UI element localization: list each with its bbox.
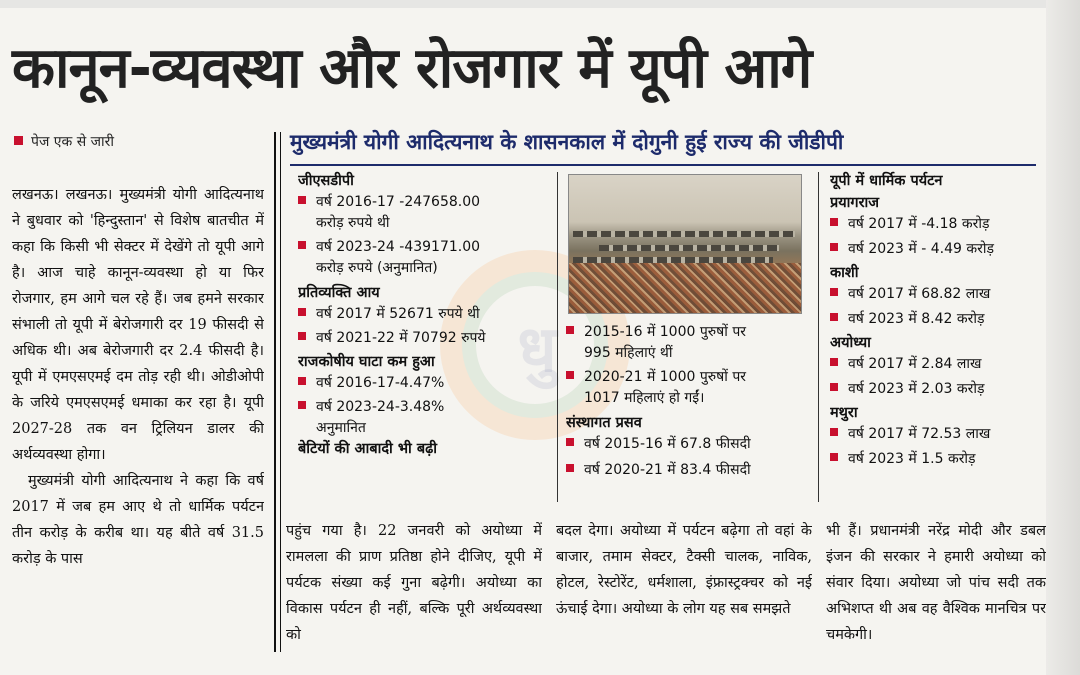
stat-item bbox=[830, 284, 1045, 305]
stat-item bbox=[566, 322, 811, 343]
heading-gsdp: जीएसडीपी bbox=[298, 173, 354, 189]
stat-item bbox=[566, 367, 811, 388]
crowd bbox=[569, 263, 802, 313]
continued-note bbox=[14, 132, 114, 151]
stat-item bbox=[298, 237, 553, 258]
stat-item bbox=[298, 373, 553, 394]
stat-item bbox=[830, 309, 1045, 330]
stat-text: वर्ष 2023-24 -439171.00 bbox=[316, 239, 481, 255]
bullet-icon bbox=[566, 464, 574, 472]
article-column: भी हैं। प्रधानमंत्री नरेंद्र मोदी और डबल इंजन की सरकार ने हमारी अयोध्या को संवार दिया। अयोध्या जो पांच सदी तक अभिशप्त थी अब वह वैश्विक मानचित्र पर चमकेगी। bbox=[826, 523, 1046, 643]
stat-text: वर्ष 2023-24-3.48% bbox=[316, 399, 445, 415]
article-paragraph: मुख्यमंत्री योगी आदित्यनाथ ने कहा कि वर्ष 2017 में जब हम आए थे तो धार्मिक पर्यटन तीन करोड़ के करीब था। यह बीते वर्ष 31.5 करोड़ के पास bbox=[12, 473, 264, 567]
stat-item bbox=[298, 304, 553, 325]
stat-text: वर्ष 2016-17-4.47% bbox=[316, 375, 445, 391]
heading-daughters: बेटियों की आबादी भी बढ़ी bbox=[298, 441, 438, 457]
heading-religious-tourism: यूपी में धार्मिक पर्यटन bbox=[830, 173, 943, 189]
top-edge bbox=[0, 0, 1080, 8]
stat-item bbox=[830, 379, 1045, 400]
stat-item bbox=[830, 424, 1045, 445]
stats-column-tourism bbox=[830, 170, 1045, 505]
bullet-icon bbox=[14, 136, 23, 145]
watermark-logo: धु bbox=[517, 313, 557, 387]
bullet-icon bbox=[298, 241, 306, 249]
box-column-divider bbox=[818, 172, 819, 502]
pontoon-bridge bbox=[573, 231, 795, 237]
stat-item bbox=[830, 239, 1045, 260]
stat-item bbox=[830, 449, 1045, 470]
stat-text: 2015-16 में 1000 पुरुषों पर bbox=[584, 324, 747, 340]
stat-continuation: 995 महिलाएं थीं bbox=[584, 345, 673, 361]
bullet-icon bbox=[566, 326, 574, 334]
bullet-icon bbox=[298, 377, 306, 385]
stat-text: वर्ष 2020-21 में 83.4 फीसदी bbox=[584, 462, 751, 478]
stat-text: वर्ष 2023 में 8.42 करोड़ bbox=[848, 311, 985, 327]
bullet-icon bbox=[298, 308, 306, 316]
stat-text: वर्ष 2023 में 2.03 करोड़ bbox=[848, 381, 985, 397]
left-article-column bbox=[12, 182, 264, 652]
heading-fiscal-deficit: राजकोषीय घाटा कम हुआ bbox=[298, 354, 435, 370]
continued-note-text: पेज एक से जारी bbox=[31, 134, 115, 150]
stat-text: वर्ष 2023 में 1.5 करोड़ bbox=[848, 451, 976, 467]
heading-per-capita-income: प्रतिव्यक्ति आय bbox=[298, 285, 380, 301]
bullet-icon bbox=[566, 438, 574, 446]
stat-item bbox=[298, 328, 553, 349]
stat-item bbox=[298, 397, 553, 418]
bullet-icon bbox=[298, 196, 306, 204]
pontoon-bridge bbox=[599, 245, 779, 251]
bullet-icon bbox=[830, 383, 838, 391]
bullet-icon bbox=[830, 313, 838, 321]
stat-item bbox=[566, 434, 811, 455]
bullet-icon bbox=[830, 358, 838, 366]
article-paragraph: लखनऊ। लखनऊ। मुख्यमंत्री योगी आदित्यनाथ ने बुधवार को 'हिन्दुस्तान' से विशेष बातचीत में कहा कि किसी भी सेक्टर में देखेंगे तो यूपी आगे है। आज चाहे कानून-व्यवस्था हो या फिर रोजगार, हम आगे चल रहे हैं। जब हमने सरकार संभाली तो यूपी में बेरोजगारी दर 19 फीसदी से अधिक थी। अब बेरोजगारी दर 2.4 फीसदी है। यूपी में एमएसएमई दम तोड़ रही थी। ओडीओपी के जरिये एमएसएमई धमाका कर रहा है। यूपी 2027-28 तक वन ट्रिलियन डालर की अर्थव्यवस्था होगा। bbox=[12, 187, 264, 463]
stat-continuation: 1017 महिलाएं हो गईं। bbox=[584, 390, 705, 406]
bullet-icon bbox=[830, 218, 838, 226]
bullet-icon bbox=[298, 332, 306, 340]
bullet-icon bbox=[830, 428, 838, 436]
article-column: पहुंच गया है। 22 जनवरी को अयोध्या में रामलला की प्राण प्रतिष्ठा होने दीजिए, यूपी में पर्यटक संख्या कई गुना बढ़ेगी। अयोध्या का विकास पर्यटन ही नहीं, बल्कि पूरी अर्थव्यवस्था को bbox=[286, 523, 542, 643]
stat-text: वर्ष 2017 में 52671 रुपये थी bbox=[316, 306, 480, 322]
city-ayodhya: अयोध्या bbox=[830, 335, 871, 351]
stat-text: वर्ष 2017 में 72.53 लाख bbox=[848, 426, 991, 442]
city-mathura: मथुरा bbox=[830, 405, 858, 421]
box-title: मुख्यमंत्री योगी आदित्यनाथ के शासनकाल में दोगुनी हुई राज्य की जीडीपी bbox=[290, 130, 844, 154]
box-column-divider bbox=[557, 172, 558, 502]
stat-text: वर्ष 2016-17 -247658.00 bbox=[316, 194, 481, 210]
stat-text: वर्ष 2015-16 में 67.8 फीसदी bbox=[584, 436, 751, 452]
city-prayagraj: प्रयागराज bbox=[830, 195, 880, 211]
stat-continuation: अनुमानित bbox=[316, 420, 366, 436]
stats-column-society bbox=[566, 322, 811, 502]
bullet-icon bbox=[566, 371, 574, 379]
bullet-icon bbox=[830, 243, 838, 251]
stat-text: 2020-21 में 1000 पुरुषों पर bbox=[584, 369, 747, 385]
stat-item bbox=[830, 214, 1045, 235]
stat-continuation: करोड़ रुपये (अनुमानित) bbox=[316, 260, 438, 276]
stat-text: वर्ष 2023 में - 4.49 करोड़ bbox=[848, 241, 994, 257]
stat-item bbox=[830, 354, 1045, 375]
column-rule bbox=[280, 132, 281, 652]
column-rule bbox=[274, 132, 276, 652]
box-title-rule bbox=[290, 164, 1036, 166]
bullet-icon bbox=[830, 288, 838, 296]
stat-text: वर्ष 2017 में 2.84 लाख bbox=[848, 356, 982, 372]
stat-text: वर्ष 2021-22 में 70792 रुपये bbox=[316, 330, 486, 346]
article-column: बदल देगा। अयोध्या में पर्यटन बढ़ेगा तो वहां के बाजार, तमाम सेक्टर, टैक्सी चालक, नाविक, होटल, रेस्टोरेंट, धर्मशाला, इंफ्रास्ट्रक्चर को नई ऊंचाई देगा। अयोध्या के लोग यह सब समझते bbox=[556, 523, 812, 617]
bullet-icon bbox=[298, 401, 306, 409]
kumbh-photo bbox=[568, 174, 802, 314]
headline: कानून-व्यवस्था और रोजगार में यूपी आगे bbox=[12, 36, 812, 101]
stat-text: वर्ष 2017 में -4.18 करोड़ bbox=[848, 216, 990, 232]
stat-item bbox=[298, 192, 553, 213]
stat-text: वर्ष 2017 में 68.82 लाख bbox=[848, 286, 991, 302]
city-kashi: काशी bbox=[830, 265, 859, 281]
bullet-icon bbox=[830, 453, 838, 461]
stats-column-economy bbox=[298, 170, 553, 510]
stat-continuation: करोड़ रुपये थी bbox=[316, 215, 390, 231]
stat-item bbox=[566, 460, 811, 481]
heading-institutional-delivery: संस्थागत प्रसव bbox=[566, 415, 642, 431]
